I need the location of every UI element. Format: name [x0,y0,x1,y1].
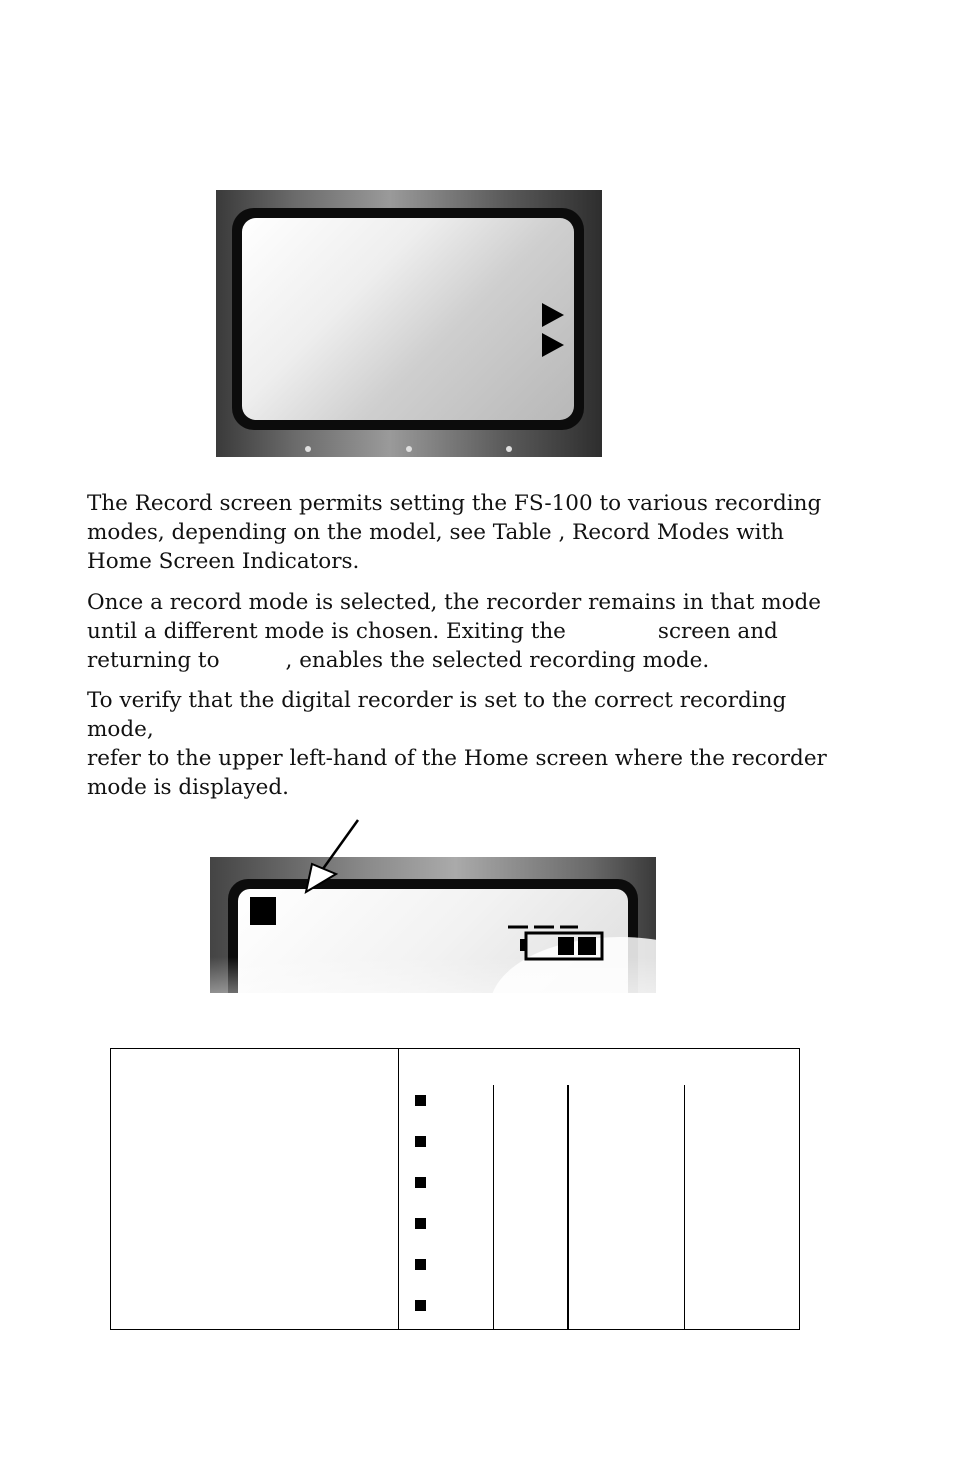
paragraph-record-screen [87,489,847,576]
paragraph-line: To verify that the digital recorder is set to the correct recording mode, [87,688,787,742]
soft-key-dot-center [406,446,412,452]
soft-key-dot-left [305,446,311,452]
play-arrow-icon [542,303,564,327]
square-bullet-icon [415,1095,426,1106]
soft-key-dot-right [506,446,512,452]
paragraph-line: The Record screen permits setting the FS-100 to various recording [87,491,822,516]
paragraph-line: modes, depending on the model, see Table , Record Modes with [87,520,784,545]
paragraph-line: screen and [657,619,778,644]
home-screen-figure [210,857,656,993]
paragraph-record-mode [87,588,847,675]
square-bullet-icon [415,1300,426,1311]
table-column-divider [567,1085,569,1330]
paragraph-line: Home Screen Indicators. [87,549,360,574]
paragraph-line: returning to [87,648,220,673]
table-column-divider [493,1085,494,1330]
record-modes-table [110,1048,800,1330]
square-bullet-icon [415,1136,426,1147]
square-bullet-icon [415,1218,426,1229]
paragraph-verify-mode [87,686,847,802]
record-screen-bezel [232,208,584,430]
table-column-divider [398,1048,399,1330]
play-arrow-icon [542,333,564,357]
table-column-divider [684,1085,685,1330]
battery-icon [506,923,606,963]
mode-indicator-icon [250,897,276,925]
paragraph-line: refer to the upper left-hand of the Home screen where the recorder [87,746,827,771]
square-bullet-icon [415,1177,426,1188]
paragraph-line: mode is displayed. [87,775,289,800]
paragraph-line: until a different mode is chosen. Exiting the [87,619,566,644]
record-screen-display [242,218,574,420]
square-bullet-icon [415,1259,426,1270]
paragraph-line: Once a record mode is selected, the recorder remains in that mode [87,590,822,615]
record-screen-figure [216,190,602,457]
paragraph-line: , enables the selected recording mode. [285,648,710,673]
